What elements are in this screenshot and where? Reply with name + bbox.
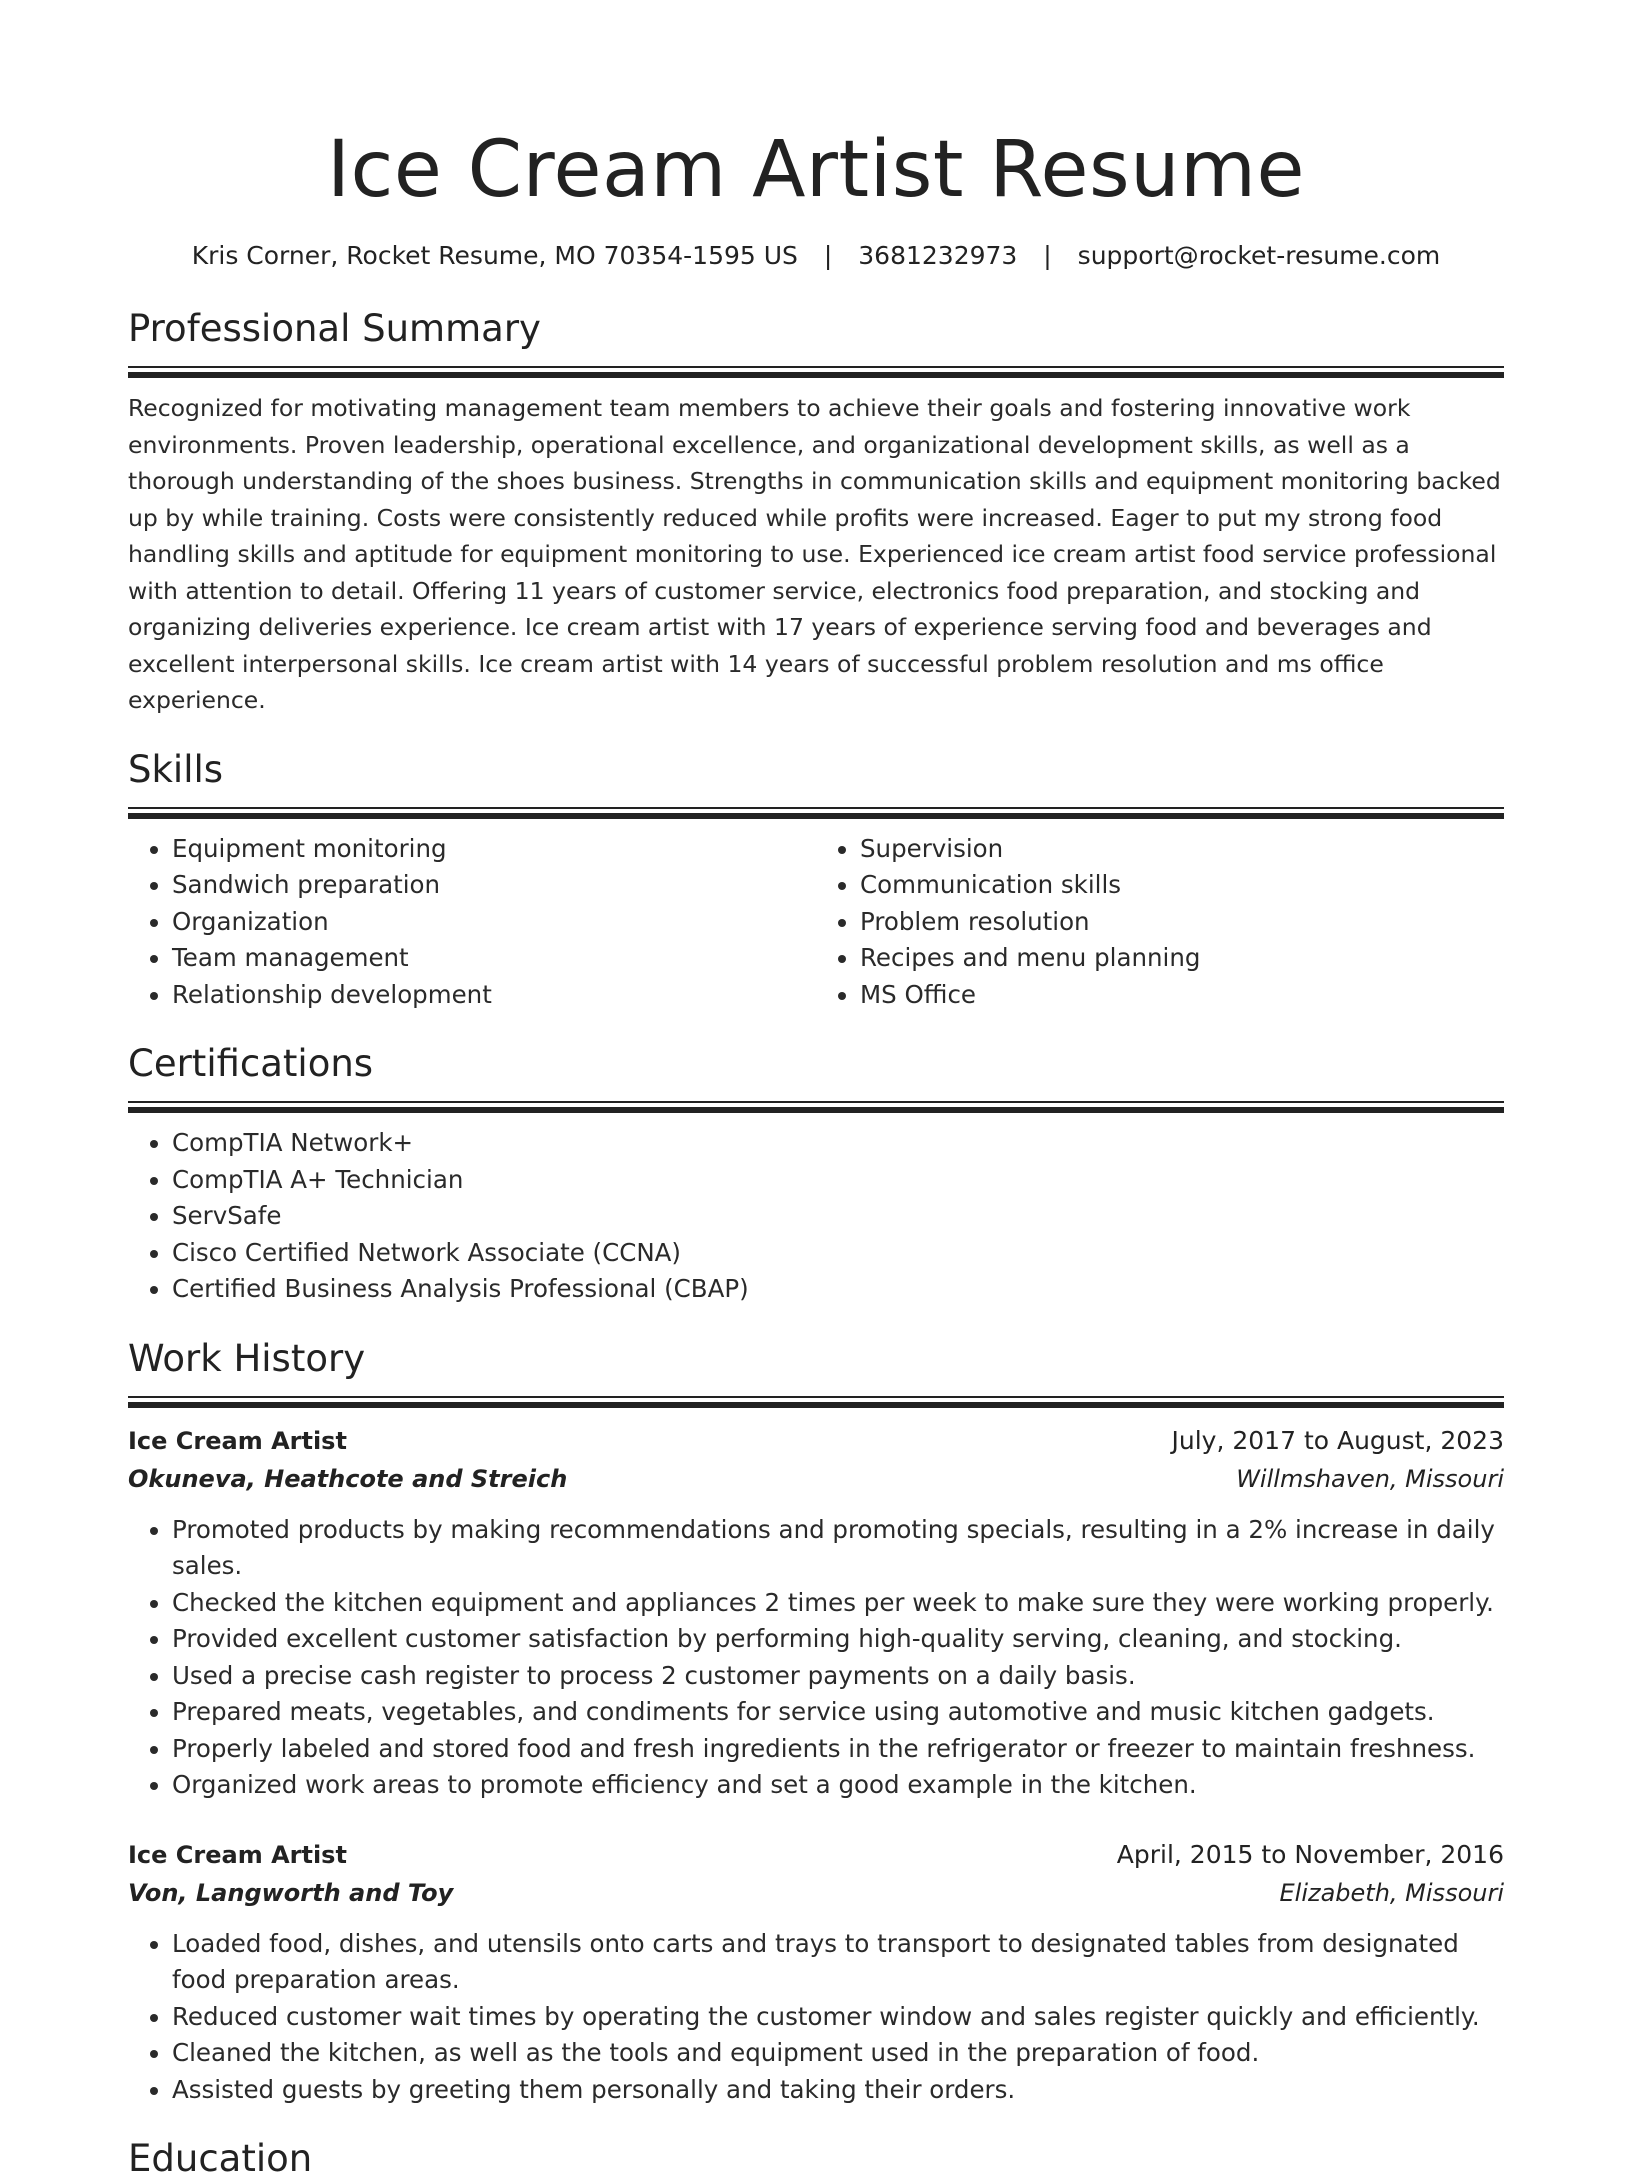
skill-item: • Sandwich preparation xyxy=(172,867,816,904)
skills-section xyxy=(128,745,1504,1014)
job-company: Okuneva, Heathcote and Streich xyxy=(128,1464,568,1493)
contact-email: support@rocket-resume.com xyxy=(1077,241,1441,270)
section-heading-summary: Professional Summary xyxy=(128,307,541,350)
summary-section xyxy=(128,304,1504,719)
job-dates: April, 2015 to November, 2016 xyxy=(1116,1839,1504,1869)
certification-item: • CompTIA A+ Technician xyxy=(172,1162,1504,1199)
job-header xyxy=(128,1422,1504,1460)
section-divider xyxy=(128,1396,1504,1408)
contact-separator: | xyxy=(1043,241,1052,270)
job-duty-item: • Properly labeled and stored food and fresh ingredients in the refrigerator or freezer to maintain freshness. xyxy=(172,1731,1504,1768)
section-heading-certifications: Certifications xyxy=(128,1042,374,1085)
job-duties-list xyxy=(128,1512,1504,1804)
job-header xyxy=(128,1836,1504,1874)
job-subheader xyxy=(128,1874,1504,1912)
skill-item: • Communication skills xyxy=(860,867,1504,904)
job-location: Willmshaven, Missouri xyxy=(1236,1464,1504,1493)
skill-item: • Team management xyxy=(172,940,816,977)
resume-page xyxy=(128,0,1504,2184)
job-duty-item: • Used a precise cash register to process 2 customer payments on a daily basis. xyxy=(172,1658,1504,1695)
contact-separator: | xyxy=(823,241,833,270)
skills-list-left xyxy=(128,831,816,1014)
page-title: Ice Cream Artist Resume xyxy=(327,125,1305,215)
section-divider xyxy=(128,807,1504,819)
job-duty-item: • Checked the kitchen equipment and appliances 2 times per week to make sure they were working properly. xyxy=(172,1585,1504,1622)
job-duty-item: • Organized work areas to promote efficiency and set a good example in the kitchen. xyxy=(172,1767,1504,1804)
job-duty-item: • Reduced customer wait times by operating the customer window and sales register quickly and efficiently. xyxy=(172,1999,1504,2036)
job-duties-list xyxy=(128,1926,1504,2109)
job-duty-item: • Loaded food, dishes, and utensils onto carts and trays to transport to designated tables from designated food preparation areas. xyxy=(172,1926,1504,1999)
job-duty-item: • Prepared meats, vegetables, and condiments for service using automotive and music kitchen gadgets. xyxy=(172,1694,1504,1731)
job-entry xyxy=(128,1422,1504,1804)
summary-text: Recognized for motivating management team members to achieve their goals and fostering innovative work environments. Proven leadership, operational excellence, and organizational development skills, as well as a thorough understanding of the shoes business. Strengths in communication skills and equipment monitoring backed up by while training. Costs were consistently reduced while profits were increased. Eager to put my strong food handling skills and aptitude for equipment monitoring to use. Experienced ice cream artist food service professional with attention to detail. Offering 11 years of customer service, electronics food preparation, and stocking and organizing deliveries experience. Ice cream artist with 17 years of experience serving food and beverages and excellent interpersonal skills. Ice cream artist with 14 years of successful problem resolution and ms office experience. xyxy=(128,394,1501,714)
job-entry xyxy=(128,1836,1504,2109)
skills-grid xyxy=(128,831,1504,1014)
skill-item: • Supervision xyxy=(860,831,1504,868)
job-duty-item: • Provided excellent customer satisfaction by performing high-quality serving, cleaning, and stocking. xyxy=(172,1621,1504,1658)
job-title: Ice Cream Artist xyxy=(128,1426,347,1455)
work-history-section xyxy=(128,1334,1504,2109)
job-title: Ice Cream Artist xyxy=(128,1840,347,1869)
skill-item: • Problem resolution xyxy=(860,904,1504,941)
job-company: Von, Langworth and Toy xyxy=(128,1878,454,1907)
certification-item: • Cisco Certified Network Associate (CCNA) xyxy=(172,1235,1504,1272)
section-divider xyxy=(128,1101,1504,1113)
job-subheader xyxy=(128,1460,1504,1498)
contact-line xyxy=(128,238,1504,274)
education-section xyxy=(128,2134,1504,2184)
job-duty-item: • Assisted guests by greeting them personally and taking their orders. xyxy=(172,2072,1504,2109)
skill-item: • Equipment monitoring xyxy=(172,831,816,868)
certification-item: • CompTIA Network+ xyxy=(172,1125,1504,1162)
job-location: Elizabeth, Missouri xyxy=(1279,1878,1504,1907)
job-dates: July, 2017 to August, 2023 xyxy=(1171,1425,1504,1455)
skills-list-right xyxy=(816,831,1504,1014)
section-heading-skills: Skills xyxy=(128,747,224,791)
skill-item: • Recipes and menu planning xyxy=(860,940,1504,977)
skill-item: • MS Office xyxy=(860,977,1504,1014)
certification-item: • ServSafe xyxy=(172,1198,1504,1235)
contact-address: Kris Corner, Rocket Resume, MO 70354-1595 US xyxy=(191,241,798,270)
section-heading-work-history: Work History xyxy=(128,1336,366,1380)
skill-item: • Relationship development xyxy=(172,977,816,1014)
section-divider xyxy=(128,366,1504,378)
job-duty-item: • Promoted products by making recommendations and promoting specials, resulting in a 2% increase in daily sales. xyxy=(172,1512,1504,1585)
skill-item: • Organization xyxy=(172,904,816,941)
certifications-section xyxy=(128,1039,1504,1308)
job-duty-item: • Cleaned the kitchen, as well as the tools and equipment used in the preparation of food. xyxy=(172,2035,1504,2072)
contact-phone: 3681232973 xyxy=(858,241,1018,270)
certification-item: • Certified Business Analysis Professional (CBAP) xyxy=(172,1271,1504,1308)
section-heading-education: Education xyxy=(128,2137,313,2180)
certifications-list xyxy=(128,1125,1504,1308)
